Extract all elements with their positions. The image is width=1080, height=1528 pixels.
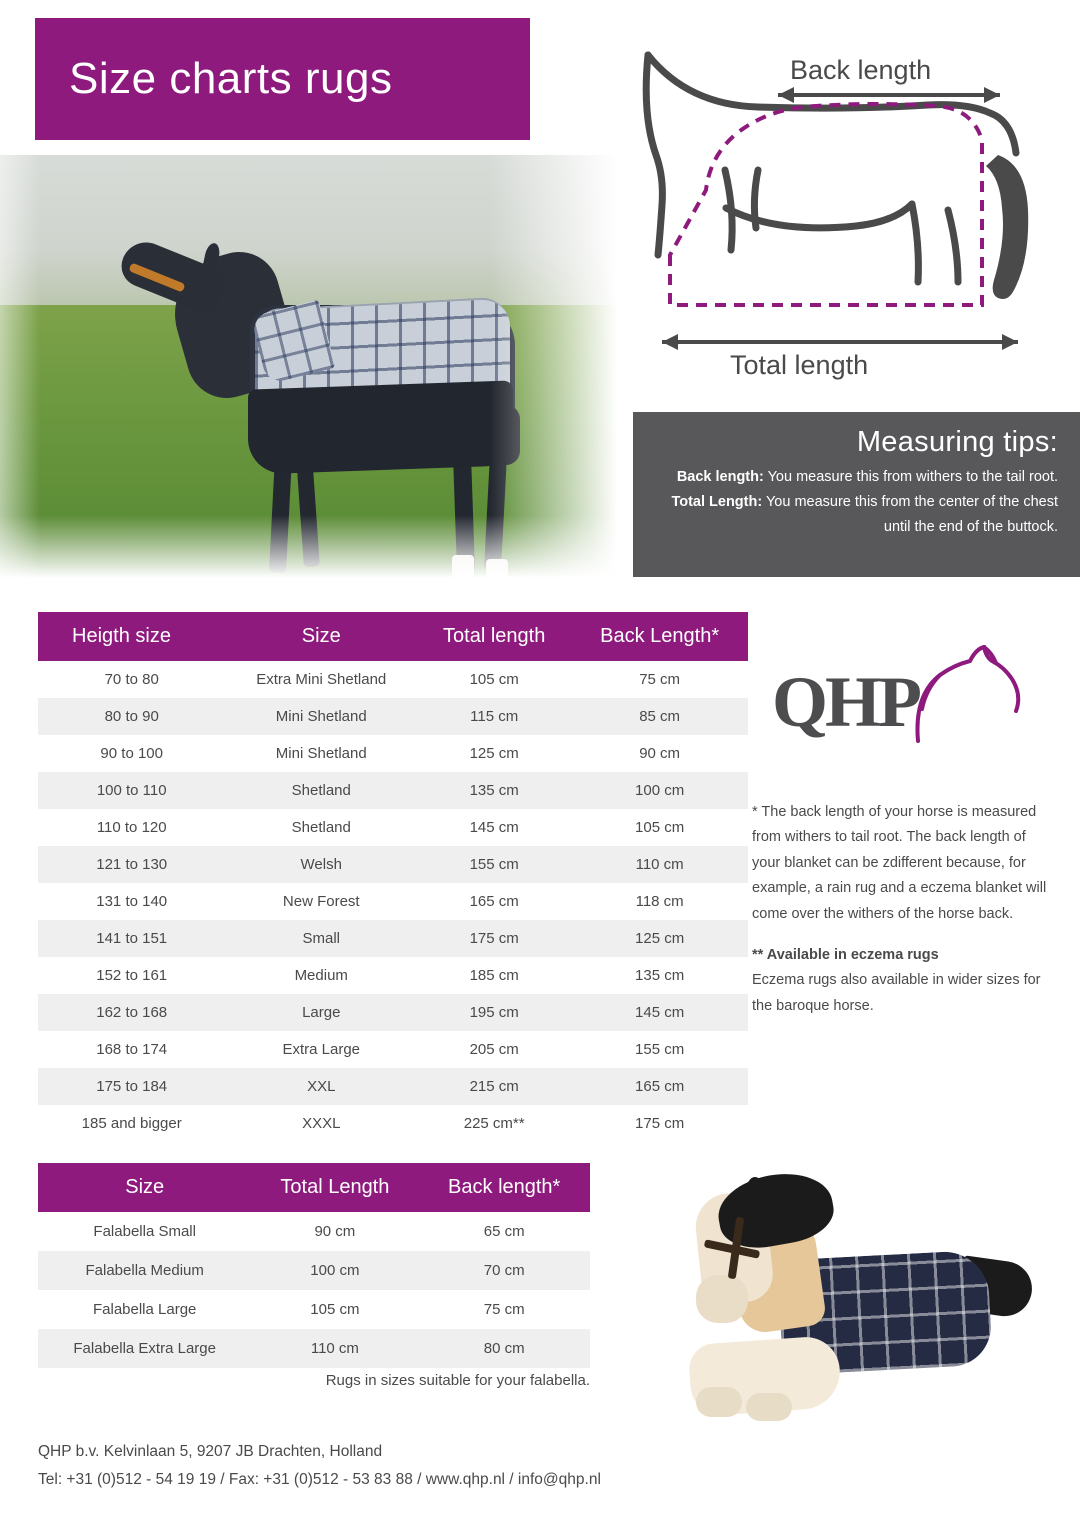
table-row: [38, 809, 748, 846]
tip-total-length-text: You measure this from the center of the chest: [762, 494, 1058, 511]
cell-size: XXXL: [302, 1115, 341, 1132]
tip-total-length-label: Total Length:: [671, 494, 763, 511]
cell-size: Mini Shetland: [275, 745, 367, 762]
cell-size: New Forest: [282, 893, 360, 910]
table-row: [38, 883, 748, 920]
cell-total-length: 175 cm: [469, 930, 519, 947]
cell-total-length: 115 cm: [470, 708, 519, 725]
cell-height: 185 and bigger: [81, 1115, 182, 1132]
footnote-eczema-text: Eczema rugs also available in wider sizes for the baroque horse.: [752, 972, 1041, 1014]
cell-height: 90 to 100: [100, 745, 163, 762]
table-row: [38, 772, 748, 809]
cell-total-length: 205 cm: [469, 1041, 519, 1058]
table-row: [38, 735, 748, 772]
falabella-size-table: [38, 1163, 590, 1368]
diagram-back-length-label: Back length: [790, 55, 932, 85]
cell-total-length: 195 cm: [469, 1004, 519, 1021]
cell-total-length: 185 cm: [469, 967, 519, 984]
cell-size: Large: [302, 1004, 341, 1021]
cell-height: 121 to 130: [96, 856, 168, 873]
pony-muzzle: [696, 1275, 748, 1323]
cell-size: Welsh: [300, 856, 342, 873]
cell-total-length: 105 cm: [310, 1301, 360, 1318]
table-row: [38, 957, 748, 994]
cell-total-length: 215 cm: [469, 1078, 519, 1095]
cell-height: 100 to 110: [96, 782, 167, 799]
cell-size: Extra Mini Shetland: [256, 671, 387, 688]
cell-total-length: 100 cm: [310, 1262, 360, 1279]
cell-back-length: 75 cm: [483, 1301, 525, 1318]
tip-back-length-label: Back length:: [676, 469, 764, 485]
cell-back-length: 118 cm: [635, 893, 684, 910]
cell-height: 141 to 151: [96, 930, 168, 947]
tip-back-length: [651, 467, 1058, 488]
cell-size: Falabella Extra Large: [73, 1340, 216, 1357]
cell-size: Shetland: [291, 782, 351, 799]
cell-total-length: 225 cm**: [463, 1115, 525, 1132]
horse-photo: [0, 155, 640, 585]
cell-back-length: 175 cm: [635, 1115, 685, 1132]
cell-height: 80 to 90: [104, 708, 159, 725]
cell-back-length: 65 cm: [483, 1223, 525, 1240]
cell-back-length: 165 cm: [635, 1078, 685, 1095]
col-header-size: Size: [38, 1163, 251, 1212]
footnote-eczema: [752, 943, 1047, 1019]
cell-total-length: 105 cm: [469, 671, 519, 688]
cell-size: Mini Shetland: [275, 708, 367, 725]
cell-height: 131 to 140: [96, 893, 168, 910]
cell-back-length: 80 cm: [483, 1340, 525, 1357]
footnote-back-length: * The back length of your horse is measured from withers to tail root. The back length of your blanket can be zdifferent because, for example, a rain rug and a eczema blanket will come over the withers of the horse back.: [752, 804, 1047, 922]
diagram-total-length-label: Total length: [730, 350, 869, 380]
footer-contact: Tel: +31 (0)512 - 54 19 19 / Fax: +31 (0)512 - 53 83 88 / www.qhp.nl / info@qhp.nl: [38, 1470, 601, 1488]
table-row: [38, 1212, 590, 1251]
table-row: [38, 661, 748, 698]
cell-back-length: 105 cm: [635, 819, 685, 836]
cell-size: Falabella Large: [92, 1301, 197, 1318]
cell-size: Small: [302, 930, 340, 947]
cell-total-length: 110 cm: [310, 1340, 359, 1357]
tip-total-length: [651, 492, 1058, 513]
cell-back-length: 70 cm: [483, 1262, 525, 1279]
company-footer: [38, 1438, 938, 1494]
measuring-tips-panel: [633, 412, 1080, 577]
table-row: [38, 846, 748, 883]
page-title: Size charts rugs: [69, 54, 393, 103]
col-header-height: Heigth size: [38, 612, 225, 661]
falabella-table-head: [38, 1163, 590, 1212]
cell-height: 70 to 80: [104, 671, 159, 688]
cell-total-length: 145 cm: [469, 819, 519, 836]
falabella-photo: [660, 1165, 1060, 1455]
cell-back-length: 145 cm: [635, 1004, 685, 1021]
table-header-row: [38, 612, 748, 661]
col-header-total-length: Total Length: [251, 1163, 418, 1212]
cell-height: 110 to 120: [96, 819, 167, 836]
cell-total-length: 125 cm: [469, 745, 519, 762]
cell-total-length: 135 cm: [469, 782, 519, 799]
cell-size: Extra Large: [282, 1041, 361, 1058]
photo-fade-bottom: [0, 515, 640, 585]
cell-back-length: 125 cm: [635, 930, 685, 947]
tip-back-length-text: You measure this from withers to the tail root.: [763, 469, 1058, 485]
cell-size: Falabella Medium: [85, 1262, 204, 1279]
horse-head-logo-icon: [898, 645, 1038, 745]
cell-back-length: 85 cm: [639, 708, 681, 725]
table-row: [38, 994, 748, 1031]
cell-back-length: 100 cm: [635, 782, 685, 799]
falabella-note: Rugs in sizes suitable for your falabella.: [325, 1372, 590, 1389]
col-header-size: Size: [225, 612, 417, 661]
cell-back-length: 75 cm: [639, 671, 681, 688]
cell-size: Falabella Small: [93, 1223, 196, 1240]
table-header-row: [38, 1163, 590, 1212]
cell-height: 162 to 168: [96, 1004, 168, 1021]
size-chart-table-head: [38, 612, 748, 661]
cell-back-length: 90 cm: [639, 745, 681, 762]
cell-size: Medium: [294, 967, 348, 984]
table-row: [38, 1251, 590, 1290]
cell-total-length: 155 cm: [469, 856, 519, 873]
size-chart-table-body: [38, 661, 748, 1142]
horse-rug-lower: [248, 380, 513, 474]
pony-mane: [713, 1166, 838, 1255]
cell-size: Shetland: [291, 819, 351, 836]
page-title-banner: [35, 18, 530, 140]
table-row: [38, 1068, 748, 1105]
cell-back-length: 155 cm: [635, 1041, 685, 1058]
pony-hoof: [696, 1387, 742, 1417]
table-row: [38, 1105, 748, 1142]
table-row: [38, 1031, 748, 1068]
footer-address: QHP b.v. Kelvinlaan 5, 9207 JB Drachten, Holland: [38, 1443, 383, 1460]
measuring-tips-heading: Measuring tips:: [856, 426, 1058, 458]
cell-total-length: 90 cm: [314, 1223, 356, 1240]
table-row: [38, 1290, 590, 1329]
qhp-logo: [770, 645, 1040, 755]
measurement-diagram: [630, 20, 1070, 405]
pony-ear: [746, 1177, 764, 1207]
tip-total-length-text2: until the end of the buttock.: [883, 519, 1058, 536]
cell-total-length: 165 cm: [469, 893, 519, 910]
size-chart-table: [38, 612, 748, 1142]
footnotes: [752, 800, 1047, 1035]
falabella-table-body: [38, 1212, 590, 1368]
cell-height: 175 to 184: [96, 1078, 168, 1095]
cell-height: 168 to 174: [96, 1041, 168, 1058]
col-header-back-length: Back Length*: [571, 612, 748, 661]
pony-hoof: [746, 1393, 792, 1421]
cell-size: XXL: [307, 1078, 336, 1095]
col-header-back-length: Back length*: [418, 1163, 590, 1212]
cell-height: 152 to 161: [96, 967, 168, 984]
cell-back-length: 135 cm: [635, 967, 685, 984]
table-row: [38, 1329, 590, 1368]
table-row: [38, 698, 748, 735]
col-header-total-length: Total length: [417, 612, 571, 661]
table-row: [38, 920, 748, 957]
footnote-eczema-bold: ** Available in eczema rugs: [752, 946, 939, 963]
qhp-logo-text: QHP: [772, 662, 919, 742]
cell-back-length: 110 cm: [635, 856, 684, 873]
